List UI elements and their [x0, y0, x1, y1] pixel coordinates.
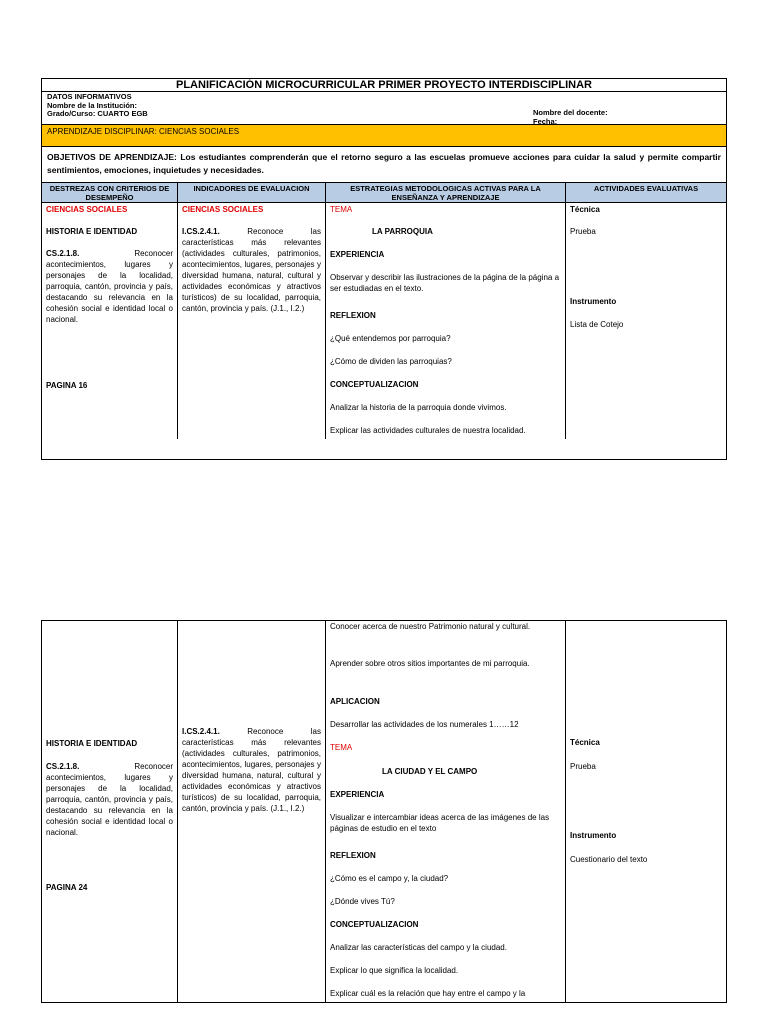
cell-indicadores: [178, 203, 326, 439]
experiencia-label: EXPERIENCIA: [330, 250, 385, 259]
area-label: CIENCIAS SOCIALES: [46, 205, 128, 214]
docente-fecha: [533, 109, 608, 126]
aplicacion-label: APLICACION: [330, 697, 380, 706]
experiencia-label: EXPERIENCIA: [330, 790, 385, 799]
strategy-item: Aprender sobre otros sitios importantes de mi parroquia.: [330, 659, 530, 668]
cell-actividades: [566, 621, 726, 1002]
section-heading: HISTORIA E IDENTIDAD: [46, 227, 138, 236]
area-label: CIENCIAS SOCIALES: [182, 205, 264, 214]
header-estrategias: ESTRATEGIAS METODOLOGICAS ACTIVAS PARA LA ENSEÑANZA Y APRENDIZAJE: [326, 183, 566, 202]
indicador-desc: Reconoce las características más relevantes (actividades culturales, patrimonios, acontecimientos, lugares, personajes y diversidad humana, natural, cultural y actividades económicas y atractivos turísticos) de su localidad, parroquia, cantón, provincia y país. (J.1., I.2.): [182, 227, 321, 313]
tecnica-label: Técnica: [570, 205, 600, 214]
destreza-code: CS.2.1.8.: [46, 249, 80, 258]
table-header-row: [42, 183, 726, 203]
indicador-desc: Reconoce las características más relevantes (actividades culturales, patrimonios, acontecimientos, lugares, personajes y diversidad humana, natural, cultural y actividades económicas y atractivos turísticos) de su localidad, parroquia, cantón, provincia y país. (J.1., I.2.): [182, 727, 321, 813]
datos-informativos: [42, 92, 726, 125]
cell-destrezas: [42, 621, 178, 1002]
concept-item: Explicar lo que significa la localidad.: [330, 966, 459, 975]
experiencia-text: Visualizar e intercambiar ideas acerca de las imágenes de las páginas de estudio en el texto: [330, 813, 550, 833]
reflexion-question: ¿Qué entendemos por parroquia?: [330, 334, 451, 343]
destreza-text: [46, 248, 173, 325]
indicador-text: [182, 226, 321, 314]
table-row: [42, 621, 726, 1002]
tema-title: LA CIUDAD Y EL CAMPO: [382, 767, 478, 776]
instrumento-label: Instrumento: [570, 297, 617, 306]
reflexion-label: REFLEXION: [330, 311, 376, 320]
objetivos-label: OBJETIVOS DE APRENDIZAJE:: [47, 152, 177, 162]
tecnica-value: Prueba: [570, 227, 596, 236]
tema-label: TEMA: [330, 205, 353, 214]
destreza-desc: Reconocer acontecimientos, lugares y personajes de la localidad, parroquia, cantón, provincia y país, destacando su relevancia en la cohesión social e identidad local o nacional.: [46, 762, 173, 837]
indicador-code: I.CS.2.4.1.: [182, 227, 220, 236]
conceptualizacion-label: CONCEPTUALIZACION: [330, 920, 419, 929]
table-row: [42, 203, 726, 439]
institucion-label: Nombre de la Institución:: [47, 100, 138, 110]
reflexion-question: ¿Cómo de dividen las parroquias?: [330, 357, 452, 366]
destreza-code: CS.2.1.8.: [46, 762, 80, 771]
document-title: PLANIFICACIÓN MICROCURRICULAR PRIMER PROYECTO INTERDISCIPLINAR: [42, 79, 726, 92]
tema-title: LA PARROQUIA: [372, 227, 433, 236]
cell-indicadores: [178, 621, 326, 1002]
cell-destrezas: [42, 203, 178, 439]
pagina-label: PAGINA 24: [46, 883, 88, 892]
indicador-text: [182, 726, 321, 814]
concept-item: Explicar las actividades culturales de nuestra localidad.: [330, 426, 526, 435]
header-indicadores: INDICADORES DE EVALUACION: [178, 183, 326, 202]
concept-item: Explicar cuál es la relación que hay entre el campo y la: [330, 989, 526, 998]
tema-label: TEMA: [330, 743, 353, 752]
aprendizaje-disciplinar: APRENDIZAJE DISCIPLINAR: CIENCIAS SOCIALES: [42, 125, 726, 147]
concept-item: Analizar la historia de la parroquia donde vivimos.: [330, 403, 507, 412]
fecha-label: Fecha:: [533, 116, 558, 126]
reflexion-question: ¿Dónde vives Tú?: [330, 897, 395, 906]
tecnica-value: Prueba: [570, 762, 596, 771]
objetivos-text: Los estudiantes comprenderán que el retorno seguro a las escuelas promueve acciones para cuidar la salud y permite compartir sentimientos, emociones, inquietudes y necesidades.: [47, 152, 721, 175]
pagina-label: PAGINA 16: [46, 381, 88, 390]
cell-estrategias: [326, 621, 566, 1002]
grado-label: Grado/Curso: CUARTO EGB: [47, 109, 148, 118]
planning-table-page-1: [41, 78, 727, 460]
instrumento-value: Lista de Cotejo: [570, 320, 624, 329]
reflexion-question: ¿Cómo es el campo y, la ciudad?: [330, 874, 449, 883]
header-actividades: ACTIVIDADES EVALUATIVAS: [593, 184, 699, 193]
tecnica-label: Técnica: [570, 738, 600, 747]
cell-actividades: [566, 203, 726, 439]
cell-estrategias: [326, 203, 566, 439]
conceptualizacion-label: CONCEPTUALIZACION: [330, 380, 419, 389]
docente-label: Nombre del docente:: [533, 108, 608, 117]
destreza-text: [46, 761, 173, 838]
indicador-code: I.CS.2.4.1.: [182, 727, 220, 736]
destreza-desc: Reconocer acontecimientos, lugares y personajes de la localidad, parroquia, cantón, provincia y país, destacando su relevancia en la cohesión social e identidad local o nacional.: [46, 249, 173, 324]
strategy-item: Conocer acerca de nuestro Patrimonio natural y cultural.: [330, 622, 531, 631]
instrumento-value: Cuestionario del texto: [570, 855, 648, 864]
header-destrezas: DESTREZAS CON CRITERIOS DE DESEMPEÑO: [42, 183, 178, 202]
aplicacion-text: Desarrollar las actividades de los numerales 1……12: [330, 720, 519, 729]
section-heading: HISTORIA E IDENTIDAD: [46, 739, 138, 748]
instrumento-label: Instrumento: [570, 831, 617, 840]
reflexion-label: REFLEXION: [330, 851, 376, 860]
objetivos-aprendizaje: [42, 147, 726, 183]
planning-table-page-2: [41, 620, 727, 1003]
datos-heading: DATOS INFORMATIVOS: [47, 92, 132, 101]
concept-item: Analizar las características del campo y la ciudad.: [330, 943, 507, 952]
experiencia-text: Observar y describir las ilustraciones de la página de la página a ser estudiadas en el texto.: [330, 273, 560, 293]
